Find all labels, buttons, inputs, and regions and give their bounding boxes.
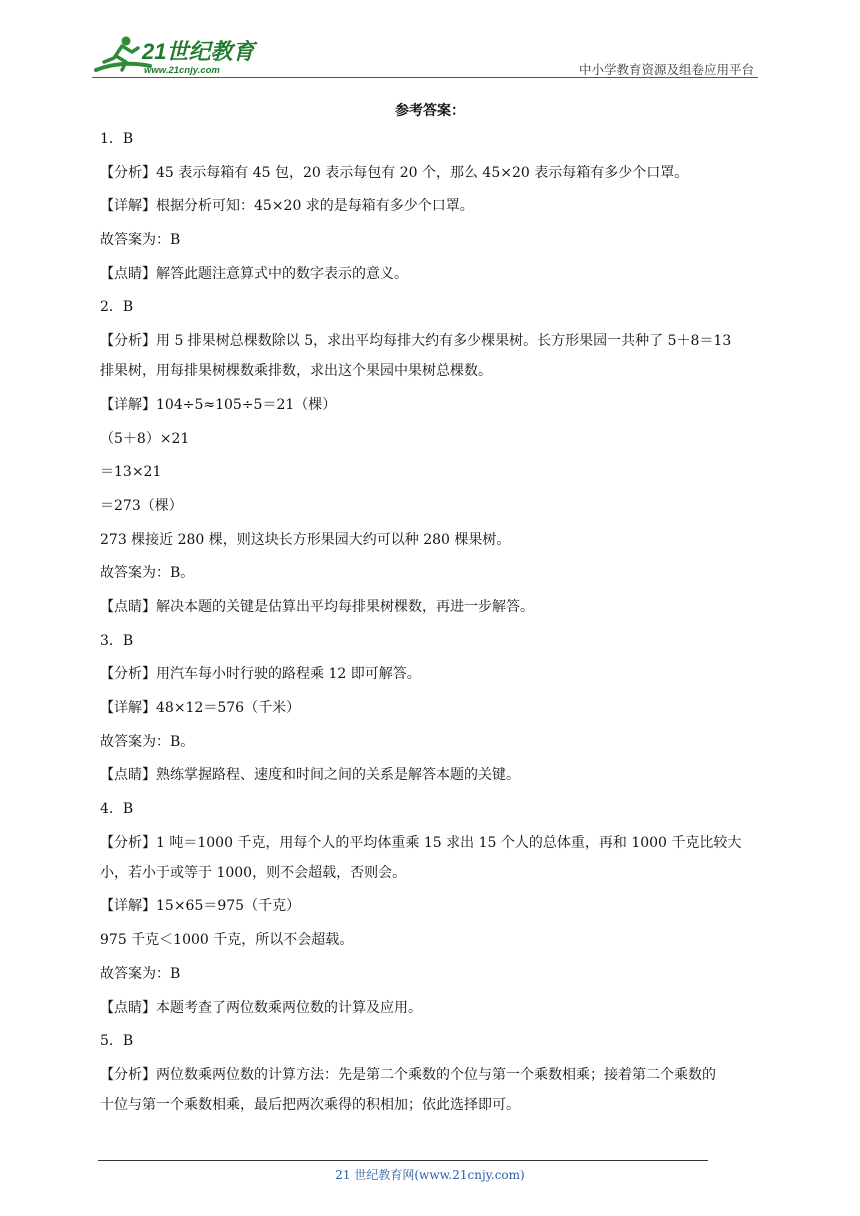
page-header [92, 32, 760, 78]
answer-line: 【点睛】熟练掌握路程、速度和时间之间的关系是解答本题的关键。 [100, 767, 520, 784]
answer-line: ＝13×21 [100, 464, 162, 481]
logo-main-text: 21世纪教育 [142, 39, 255, 64]
answer-line: 【分析】用汽车每小时行驶的路程乘 12 即可解答。 [100, 666, 421, 683]
answer-line: 【详解】根据分析可知：45×20 求的是每箱有多少个口罩。 [100, 198, 474, 215]
answer-line: 4．B [100, 801, 134, 818]
answer-line: 【点睛】解答此题注意算式中的数字表示的意义。 [100, 265, 408, 282]
answer-line: 【分析】用 5 排果树总棵数除以 5，求出平均每排大约有多少棵果树。长方形果园一共种了 5＋8＝13 [100, 333, 732, 350]
answer-line: ＝273（棵） [100, 497, 183, 514]
header-divider [92, 77, 758, 78]
site-logo [92, 32, 262, 78]
answer-line: 5．B [100, 1033, 134, 1050]
answer-line: 273 棵接近 280 棵，则这块长方形果园大约可以种 280 棵果树。 [100, 531, 511, 548]
page-title: 参考答案： [395, 103, 465, 119]
footer-divider [98, 1160, 708, 1161]
answer-line: 故答案为：B [100, 965, 181, 982]
answer-line: 故答案为：B [100, 232, 181, 249]
logo-url-text: www.21cnjy.com [144, 65, 220, 76]
answer-line: 【分析】45 表示每箱有 45 包，20 表示每包有 20 个，那么 45×20 表示每箱有多少个口罩。 [100, 164, 689, 181]
answer-line: 3．B [100, 632, 134, 649]
answer-line: 975 千克＜1000 千克，所以不会超载。 [100, 932, 354, 949]
runner-logo-icon [92, 32, 262, 78]
answer-line: 1．B [100, 131, 134, 147]
answer-line: 十位与第一个乘数相乘，最后把两次乘得的积相加；依此选择即可。 [100, 1096, 520, 1113]
answer-line: 故答案为：B。 [100, 565, 195, 582]
answer-line: 小，若小于或等于 1000，则不会超载，否则会。 [100, 864, 407, 881]
answer-line: （5＋8）×21 [100, 430, 190, 447]
answer-line: 【详解】48×12＝576（千米） [100, 700, 301, 716]
page-footer: 21 世纪教育网(www.21cnjy.com) [335, 1168, 525, 1182]
answer-line: 【详解】15×65＝975（千克） [100, 898, 301, 915]
answer-line: 故答案为：B。 [100, 733, 195, 750]
answer-line: 排果树，用每排果树棵数乘排数，求出这个果园中果树总棵数。 [100, 363, 492, 380]
answer-line: 【点睛】本题考查了两位数乘两位数的计算及应用。 [100, 999, 422, 1016]
answer-line: 2．B [100, 299, 134, 316]
answer-content [100, 129, 764, 1129]
answer-line: 【分析】1 吨＝1000 千克，用每个人的平均体重乘 15 求出 15 个人的总体重，再和 1000 千克比较大 [100, 834, 742, 851]
answer-line: 【详解】104÷5≈105÷5＝21（棵） [100, 396, 337, 413]
answer-line: 【分析】两位数乘两位数的计算方法：先是第二个乘数的个位与第一个乘数相乘；接着第二个乘数的 [100, 1066, 716, 1083]
platform-name: 中小学教育资源及组卷应用平台 [578, 62, 754, 77]
answer-line: 【点睛】解决本题的关键是估算出平均每排果树棵数，再进一步解答。 [100, 598, 534, 615]
